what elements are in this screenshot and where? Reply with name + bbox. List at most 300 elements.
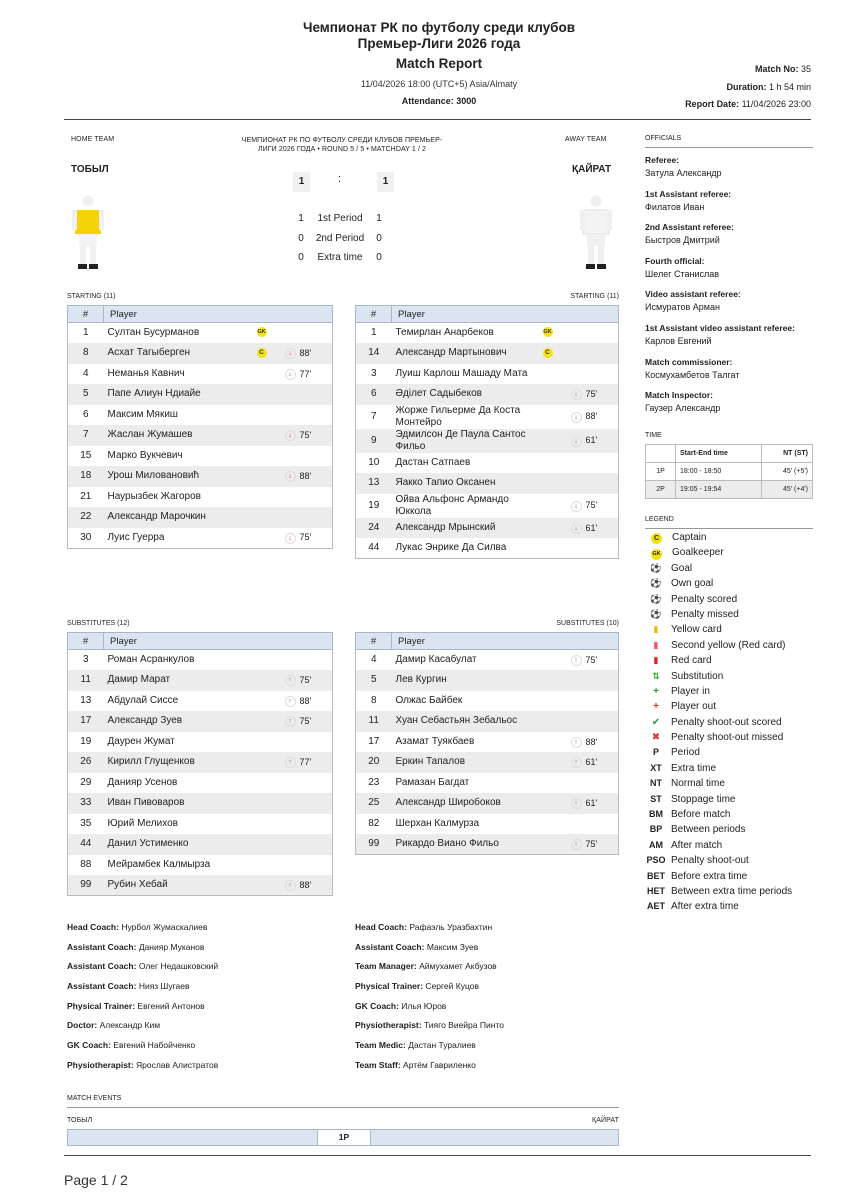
home-starting-label: STARTING (11) [67,293,116,300]
away-starting-table [355,305,619,559]
player-number: 3 [82,654,89,665]
legend-item [645,745,825,760]
player-name: Жаслан Жумашев [104,425,253,446]
player-name: Рамазан Багдат [395,776,470,788]
home-team-name: ТОБЫЛ [71,164,109,175]
events-timeline [67,1129,619,1146]
legend-item [645,638,825,653]
legend-item [645,730,825,745]
player-name: Иван Пивоваров [104,793,253,814]
title-line-1: Чемпионат РК по футболу среди клубов [302,20,576,35]
events-away-team: ҚАЙРАТ [592,1117,619,1124]
table-row [356,538,619,559]
player-name: Әділет Садыбеков [392,384,539,405]
report-date: Report Date: 11/04/2026 23:00 [685,99,811,109]
player-name: Наурызбек Жагоров [107,490,201,502]
officials-heading: OFFICIALS [645,135,682,142]
official-role: Referee: [645,155,680,165]
table-row [68,691,333,712]
red-card-icon: ▮ [653,655,659,666]
legend-item [645,545,825,560]
player-in-icon: ↑ [285,675,296,686]
player-in-icon: ↑ [571,798,582,809]
home-subs-table [67,632,333,896]
captain-icon: C [651,533,662,544]
legend-label: Before match [671,809,731,821]
table-row [356,323,619,344]
legend-abbr: BET [647,870,665,881]
player-number: 6 [356,384,392,405]
substitution-minute: 88' [585,411,598,422]
player-number: 33 [68,793,104,814]
legend-item [645,822,825,837]
table-row [356,494,619,518]
events-home-team: ТОБЫЛ [67,1117,93,1124]
player-name: Лукас Энрике Да Силва [395,542,507,553]
goalkeeper-icon: GK [257,329,266,336]
official-name: Филатов Иван [645,201,705,212]
player-name: Рубин Хебай [104,875,253,896]
table-row [356,670,619,691]
staff-entry [355,1020,635,1040]
player-name: Шерхан Калмурза [395,817,480,829]
table-row [68,732,333,753]
player-number: 25 [356,793,392,814]
official-role: 2nd Assistant referee: [645,222,734,233]
time-col-nt: NT (ST) [761,445,812,463]
legend-abbr: XT [650,762,662,773]
legend-abbr: AM [649,839,663,850]
official-entry [645,189,825,223]
col-player: Player [392,633,619,650]
legend-item [645,684,825,699]
table-row [68,650,333,671]
official-entry [645,357,825,391]
table-row [356,343,619,364]
staff-entry [67,942,347,962]
legend-label: Captain [672,532,707,543]
legend-item [645,669,825,684]
legend-item [645,838,825,853]
player-name: Марко Вукчевич [107,449,183,461]
substitution-icon: ⇅ [652,670,660,681]
player-number: 5 [68,384,104,405]
legend-item [645,607,825,622]
official-entry [645,289,825,323]
player-in-icon: + [653,685,659,697]
official-entry [645,256,825,290]
player-name: Данил Устименко [104,834,253,855]
events-divider [67,1107,619,1108]
staff-role: Physical Trainer: [355,981,424,992]
away-score: 1 [377,172,394,192]
official-role: Match commissioner: [645,356,733,367]
staff-entry [67,1001,347,1021]
player-name: Юрий Мелихов [107,817,178,829]
period-row-3: 0 Extra time 0 [298,252,382,263]
player-in-icon: ↑ [285,696,296,707]
player-name: Максим Мякиш [107,408,178,420]
substitution-minute: 75' [299,532,312,543]
staff-name: Артём Гавриленко [403,1059,476,1070]
player-name: Эдмилсон Де Паула Сантос Фильо [392,429,539,453]
legend-abbr: PSO [646,855,666,866]
time-col-start-end: Start-End time [676,445,762,463]
home-team-label: HOME TEAM [71,136,115,143]
player-name: Ойва Альфонс Армандо Юккола [395,493,509,517]
player-name: Рикардо Виано Фильо [392,834,539,855]
player-number: 19 [80,735,92,747]
table-row [356,752,619,773]
player-number: 7 [68,425,104,446]
legend-item [645,653,825,668]
captain-icon: C [257,348,267,358]
time-heading: TIME [645,432,662,439]
player-name: Еркин Тапалов [392,752,539,773]
goal-icon: ⚽ [650,562,662,573]
table-row [356,364,619,385]
player-number: 29 [80,776,92,788]
player-number: 7 [370,410,377,422]
staff-role: Team Medic: [355,1040,406,1051]
staff-role: Physiotherapist: [67,1059,134,1070]
footer-divider [64,1155,811,1156]
officials-divider [645,147,813,148]
legend-abbr: ST [650,793,662,804]
legend-item [645,622,825,637]
player-number: 99 [68,875,104,896]
period-row-2: 0 2nd Period 0 [298,233,382,244]
legend-label: Normal time [671,778,725,790]
player-name: Данияр Усенов [107,776,178,788]
player-number: 44 [68,834,104,855]
legend-label: Before extra time [671,870,748,882]
staff-name: Александр Ким [99,1020,161,1031]
staff-name: Евгений Набойченко [113,1040,196,1051]
staff-entry [355,981,635,1001]
table-row [68,507,333,528]
official-name: Шелег Станислав [645,268,720,279]
events-heading: MATCH EVENTS [67,1095,122,1102]
match-datetime: 11/04/2026 18:00 (UTC+5) Asia/Almaty [360,79,518,89]
staff-role: Physical Trainer: [67,1000,136,1011]
away-kit-icon [578,192,614,274]
shootout-scored-icon: ✔ [651,716,661,728]
player-number: 23 [368,776,380,788]
legend-abbr: HET [647,885,665,896]
player-number: 8 [68,343,104,364]
official-name: Космухамбетов Талгат [645,369,740,380]
staff-entry [67,1060,347,1080]
player-number: 5 [356,670,392,691]
table-row [68,528,333,549]
staff-name: Аймухамет Акбузов [419,961,497,972]
legend-item [645,884,825,899]
staff-role: GK Coach: [67,1040,111,1051]
player-number: 18 [68,466,104,487]
player-out-icon: ↓ [571,389,582,400]
player-name: Абдулай Сиссе [107,694,179,706]
player-name: Кирилл Глущенков [104,752,253,773]
events-period-cell: 1P [317,1130,371,1145]
legend-label: After extra time [671,901,739,913]
staff-name: Илья Юров [401,1000,447,1011]
table-row [68,752,333,773]
staff-entry [355,942,635,962]
official-name: Исмуратов Арман [645,302,720,313]
player-name: Александр Широбоков [392,793,539,814]
staff-entry [67,922,347,942]
table-row [68,855,333,876]
table-row [68,384,333,405]
staff-name: Олег Недашковский [138,961,219,972]
table-row [68,814,333,835]
player-name: Луис Гуерра [107,531,165,543]
staff-role: Physiotherapist: [355,1020,422,1031]
player-in-icon: ↑ [571,839,582,850]
away-staff-list [355,922,635,1080]
table-row [356,711,619,732]
away-team-label: AWAY TEAM [565,136,607,143]
player-in-icon: ↑ [285,757,296,768]
substitution-minute: 75' [299,675,312,686]
player-number: 35 [80,817,92,829]
legend-item [645,561,825,576]
player-number: 99 [356,834,392,855]
legend-label: After match [671,839,723,851]
second-yellow-icon: ▮ [653,639,659,650]
official-name: Карлов Евгений [645,335,712,346]
official-role: 1st Assistant referee: [645,188,732,199]
legend-label: Penalty shoot-out scored [671,716,782,728]
penalty-missed-icon: ⚽ [650,608,662,619]
legend-abbr: P [652,747,659,758]
match-number: Match No: 35 [754,64,811,74]
table-row [356,793,619,814]
shootout-missed-icon: ✖ [651,732,661,744]
legend-item [645,576,825,591]
player-name: Яакко Тапио Оксанен [392,473,539,494]
player-out-icon: ↓ [571,523,582,534]
player-name: Даурен Жумат [107,735,175,747]
player-in-icon: ↑ [571,655,582,666]
legend-label: Stoppage time [671,793,736,805]
official-role: Match Inspector: [645,390,714,401]
legend-label: Goal [671,562,693,574]
penalty-scored-icon: ⚽ [650,593,662,604]
table-row [356,473,619,494]
table-row [68,773,333,794]
staff-name: Максим Зуев [426,941,479,952]
player-number: 26 [68,752,104,773]
official-name: Быстров Дмитрий [645,235,720,246]
home-kit-icon [70,192,106,274]
competition-info: ЧЕМПИОНАТ РК ПО ФУТБОЛУ СРЕДИ КЛУБОВ ПРЕМЬЕР- ЛИГИ 2026 ГОДА • ROUND 5 / 5 • MATCHDAY 1 / 2 [241,137,443,153]
player-name: Олжас Байбек [395,694,463,706]
player-out-icon: ↓ [571,501,582,512]
player-out-icon: ↓ [285,348,296,359]
player-in-icon: ↑ [571,757,582,768]
staff-entry [355,1060,635,1080]
player-number: 11 [356,711,392,732]
player-name: Жорже Гильерме Да Коста Монтейро [395,404,521,428]
player-in-icon: ↑ [571,737,582,748]
col-player: Player [392,306,619,323]
player-number: 4 [82,367,89,379]
legend-label: Goalkeeper [672,547,724,559]
legend-label: Between extra time periods [671,885,793,897]
table-row [68,670,333,691]
staff-role: Head Coach: [67,922,119,932]
col-number: # [356,306,392,323]
player-number: 14 [356,343,392,364]
col-number: # [68,633,104,650]
time-table [645,444,813,499]
table-row [68,466,333,487]
player-name: Папе Алиун Ндиайе [104,384,253,405]
table-row [356,518,619,539]
legend-label: Own goal [671,578,714,590]
player-name: Азамат Туякбаев [395,735,475,747]
player-name: Султан Бусурманов [107,327,200,338]
legend-list [645,530,825,915]
substitution-minute: 88' [299,471,312,482]
player-out-icon: ↓ [285,471,296,482]
legend-label: Second yellow (Red card) [671,639,786,651]
legend-label: Extra time [671,762,717,774]
staff-entry [67,981,347,1001]
player-name: Асхат Тагыберген [104,343,253,364]
player-out-icon: ↓ [571,436,582,447]
legend-item [645,853,825,868]
player-out-icon: + [653,701,659,713]
table-row [68,834,333,855]
player-name: Лев Кургин [392,670,539,691]
away-subs-table [355,632,619,855]
table-row [356,732,619,753]
player-number: 11 [68,670,104,691]
player-number: 4 [370,654,377,665]
substitution-minute: 88' [299,348,312,359]
home-subs-label: SUBSTITUTES (12) [67,620,130,627]
legend-item [645,807,825,822]
staff-role: Assistant Coach: [355,941,425,952]
table-row [356,814,619,835]
staff-name: Сергей Куцов [425,981,479,992]
page-number: Page 1 / 2 [64,1172,128,1188]
staff-role: Doctor: [67,1020,98,1031]
table-row [68,487,333,508]
substitution-minute: 75' [585,389,598,400]
legend-label: Between periods [671,824,746,836]
goalkeeper-icon: GK [543,329,552,336]
legend-item [645,761,825,776]
table-row [68,323,333,344]
staff-name: Евгений Антонов [137,1000,205,1011]
legend-abbr: NT [650,778,662,789]
time-col-period [646,445,676,463]
substitution-minute: 61' [585,757,598,768]
player-name: Мейрамбек Калмырза [107,858,211,870]
player-name: Александр Зуев [104,711,253,732]
player-out-icon: ↓ [285,430,296,441]
col-player: Player [104,306,333,323]
player-number: 10 [368,456,380,468]
legend-heading: LEGEND [645,516,674,523]
legend-label: Penalty scored [671,593,738,605]
table-row [68,446,333,467]
col-number: # [68,306,104,323]
official-entry [645,390,825,424]
title-line-2: Премьер-Лиги 2026 года [357,36,521,51]
player-number: 19 [368,499,380,511]
substitution-minute: 77' [299,757,312,768]
legend-item [645,869,825,884]
match-duration: Duration: 1 h 54 min [726,82,811,92]
legend-item [645,592,825,607]
legend-item [645,776,825,791]
legend-divider [645,528,813,529]
player-number: 22 [68,507,104,528]
legend-abbr: BP [649,824,663,835]
staff-role: Assistant Coach: [67,941,137,952]
official-name: Затула Александр [645,168,722,178]
header-divider [64,119,811,120]
table-row [356,429,619,453]
player-number: 1 [370,327,377,338]
official-role: Fourth official: [645,255,705,266]
official-role: Video assistant referee: [645,289,741,300]
legend-item [645,715,825,730]
yellow-card-icon: ▮ [653,624,659,635]
staff-role: Team Staff: [355,1059,401,1070]
substitution-minute: 61' [585,798,598,809]
table-row [68,793,333,814]
player-number: 20 [356,752,392,773]
staff-entry [67,1020,347,1040]
legend-item [645,792,825,807]
staff-name: Тияго Виейра Пинто [423,1020,504,1031]
time-row: 1P 18:00 - 18:50 45' (+5') [646,463,813,481]
official-entry [645,222,825,256]
table-row [68,405,333,426]
player-number: 82 [368,817,380,829]
substitution-minute: 61' [585,522,598,533]
table-row [356,691,619,712]
staff-role: Head Coach: [355,922,407,932]
table-row [356,650,619,671]
table-row [68,425,333,446]
report-title [0,20,848,52]
player-in-icon: ↑ [285,880,296,891]
legend-label: Period [671,747,700,759]
player-number: 30 [80,531,92,543]
legend-item [645,699,825,714]
table-row [356,773,619,794]
player-number: 8 [370,694,377,706]
player-number: 21 [80,490,92,502]
substitution-minute: 75' [585,838,598,849]
legend-label: Substitution [671,670,724,682]
substitution-minute: 88' [299,879,312,890]
attendance: Attendance: 3000 [401,96,477,106]
player-name: Роман Асранкулов [107,654,195,665]
player-name: Неманья Кавнич [107,367,185,379]
legend-label: Penalty shoot-out [671,855,749,867]
staff-name: Дастан Туралиев [408,1040,476,1051]
table-row [68,711,333,732]
table-row [356,384,619,405]
